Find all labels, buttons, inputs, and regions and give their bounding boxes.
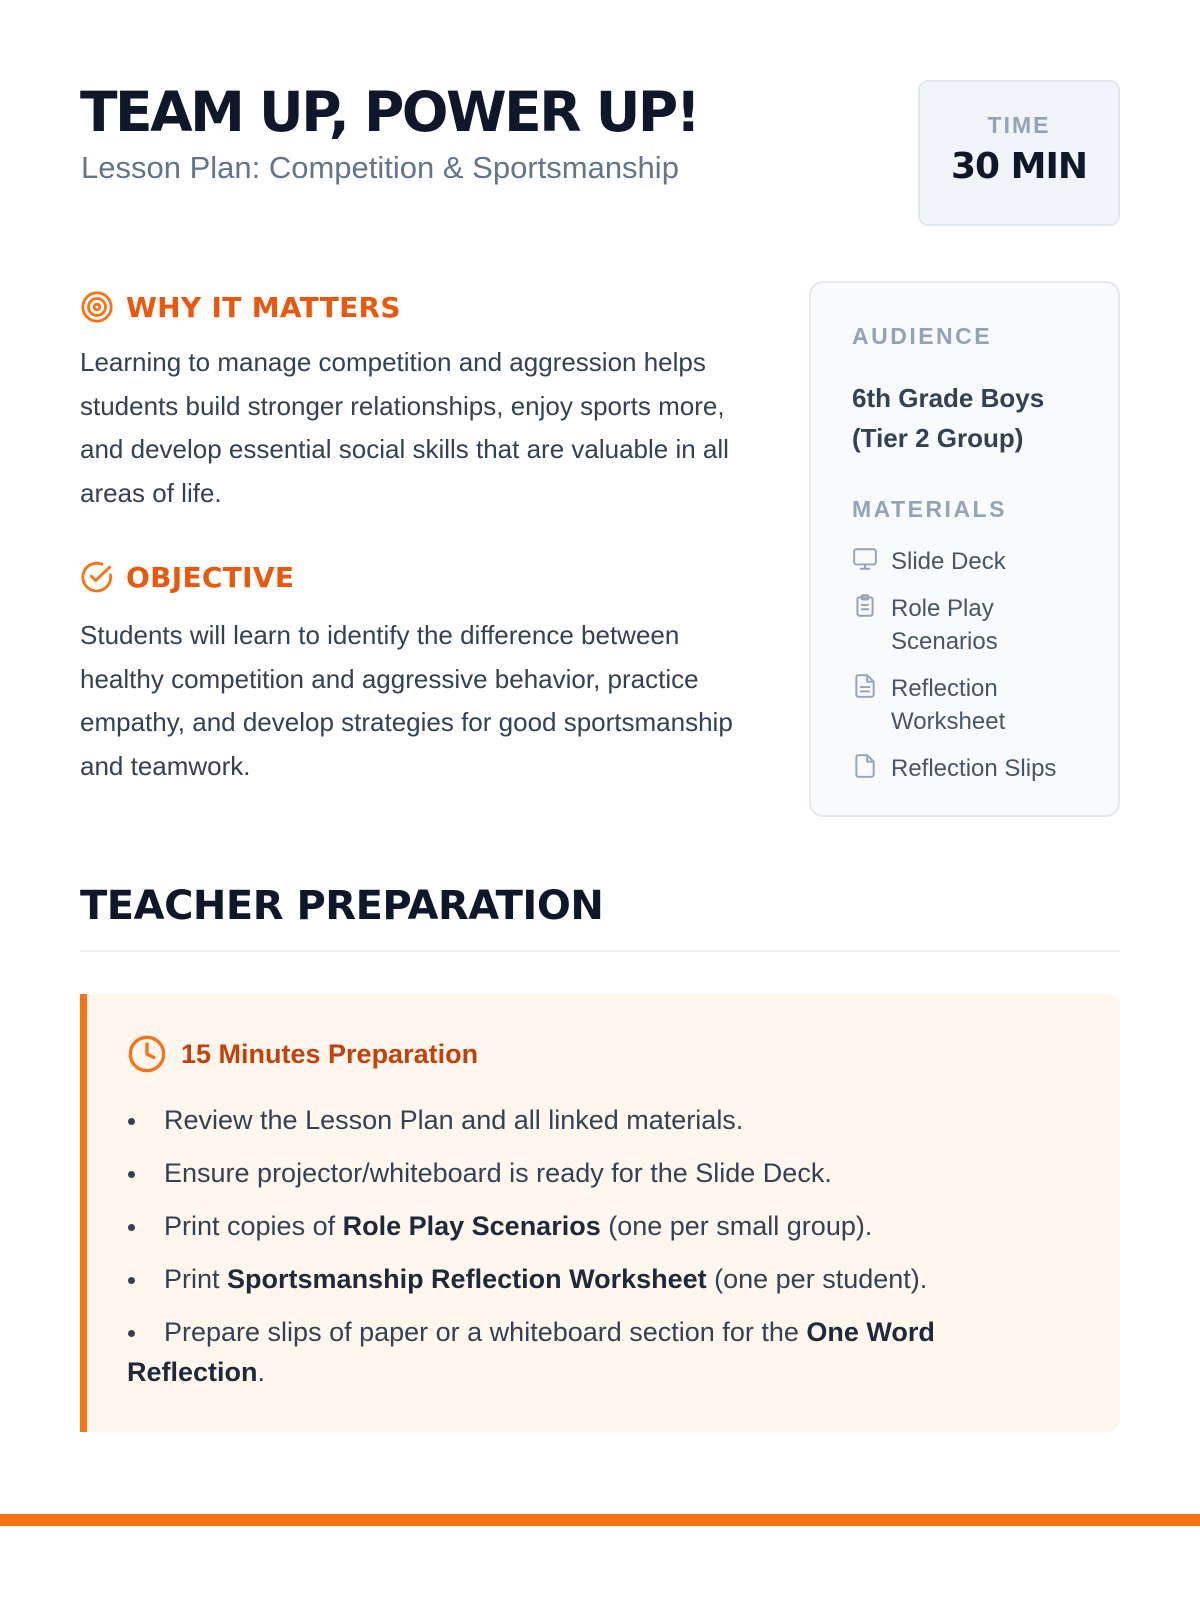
target-icon [80,290,114,324]
time-value: 30 MIN [951,146,1087,187]
audience-materials-card [809,281,1120,817]
page-subtitle: Lesson Plan: Competition & Sportsmanship [81,150,679,185]
item-text: Prepare slips of paper or a whiteboard section for the [164,1317,807,1347]
clock-icon [127,1034,167,1074]
monitor-icon [852,546,878,572]
item-text: Ensure projector/whiteboard is ready for the Slide Deck. [164,1158,832,1188]
item-bold-text: Role Play Scenarios [342,1211,601,1241]
materials-label: MATERIALS [852,496,1007,522]
material-item[interactable] [852,672,1078,738]
list-item [127,1259,1080,1299]
material-label: Slide Deck [891,548,1006,575]
section-divider [80,950,1120,952]
why-it-matters-text: Learning to manage competition and aggression helps students build stronger relationships, enjoy sports more, and develop essential social skills that are valuable in all areas of life. [80,347,729,508]
list-item [127,1100,1080,1140]
clipboard-icon [852,593,878,619]
item-text: (one per small group). [600,1211,873,1241]
objective-label: OBJECTIVE [126,560,295,594]
objective-heading [80,557,294,597]
time-label: TIME [987,112,1051,138]
item-text: Print copies of [164,1211,343,1241]
material-item[interactable] [852,752,1078,785]
item-bold-text: Sportsmanship Reflection Worksheet [227,1264,707,1294]
file-icon [852,753,878,779]
why-it-matters-heading [80,287,401,327]
why-it-matters-label: WHY IT MATTERS [126,290,401,324]
item-text: Review the Lesson Plan and all linked materials. [164,1105,744,1135]
list-item [127,1312,1080,1392]
page-title: TEAM UP, POWER UP! [80,80,699,144]
item-text: (one per student). [706,1264,928,1294]
material-item[interactable] [852,545,1078,578]
materials-list [852,545,1078,785]
material-label: Reflection Slips [891,755,1057,782]
footer-accent-bar [0,1514,1200,1526]
preparation-time-label: 15 Minutes Preparation [181,1038,479,1069]
material-label: Reflection Worksheet [891,675,1006,735]
preparation-heading [127,1034,1080,1074]
list-item [127,1206,1080,1246]
document-icon [852,673,878,699]
check-circle-icon [80,560,114,594]
objective-text: Students will learn to identify the difference between healthy competition and aggressive behavior, practice empathy, and develop strategies for good sportsmanship and teamwork. [80,620,733,781]
preparation-list [127,1100,1080,1392]
time-badge [918,80,1120,226]
audience-value: 6th Grade Boys (Tier 2 Group) [852,383,1045,453]
material-label: Role Play Scenarios [891,595,998,655]
item-text: . [257,1357,266,1387]
material-item[interactable] [852,592,1078,658]
teacher-preparation-title: TEACHER PREPARATION [80,883,604,929]
list-item [127,1153,1080,1193]
item-text: Print [164,1264,228,1294]
preparation-box [80,994,1120,1432]
item-bold-text: One Word Reflection [127,1317,935,1387]
audience-label: AUDIENCE [852,323,993,349]
